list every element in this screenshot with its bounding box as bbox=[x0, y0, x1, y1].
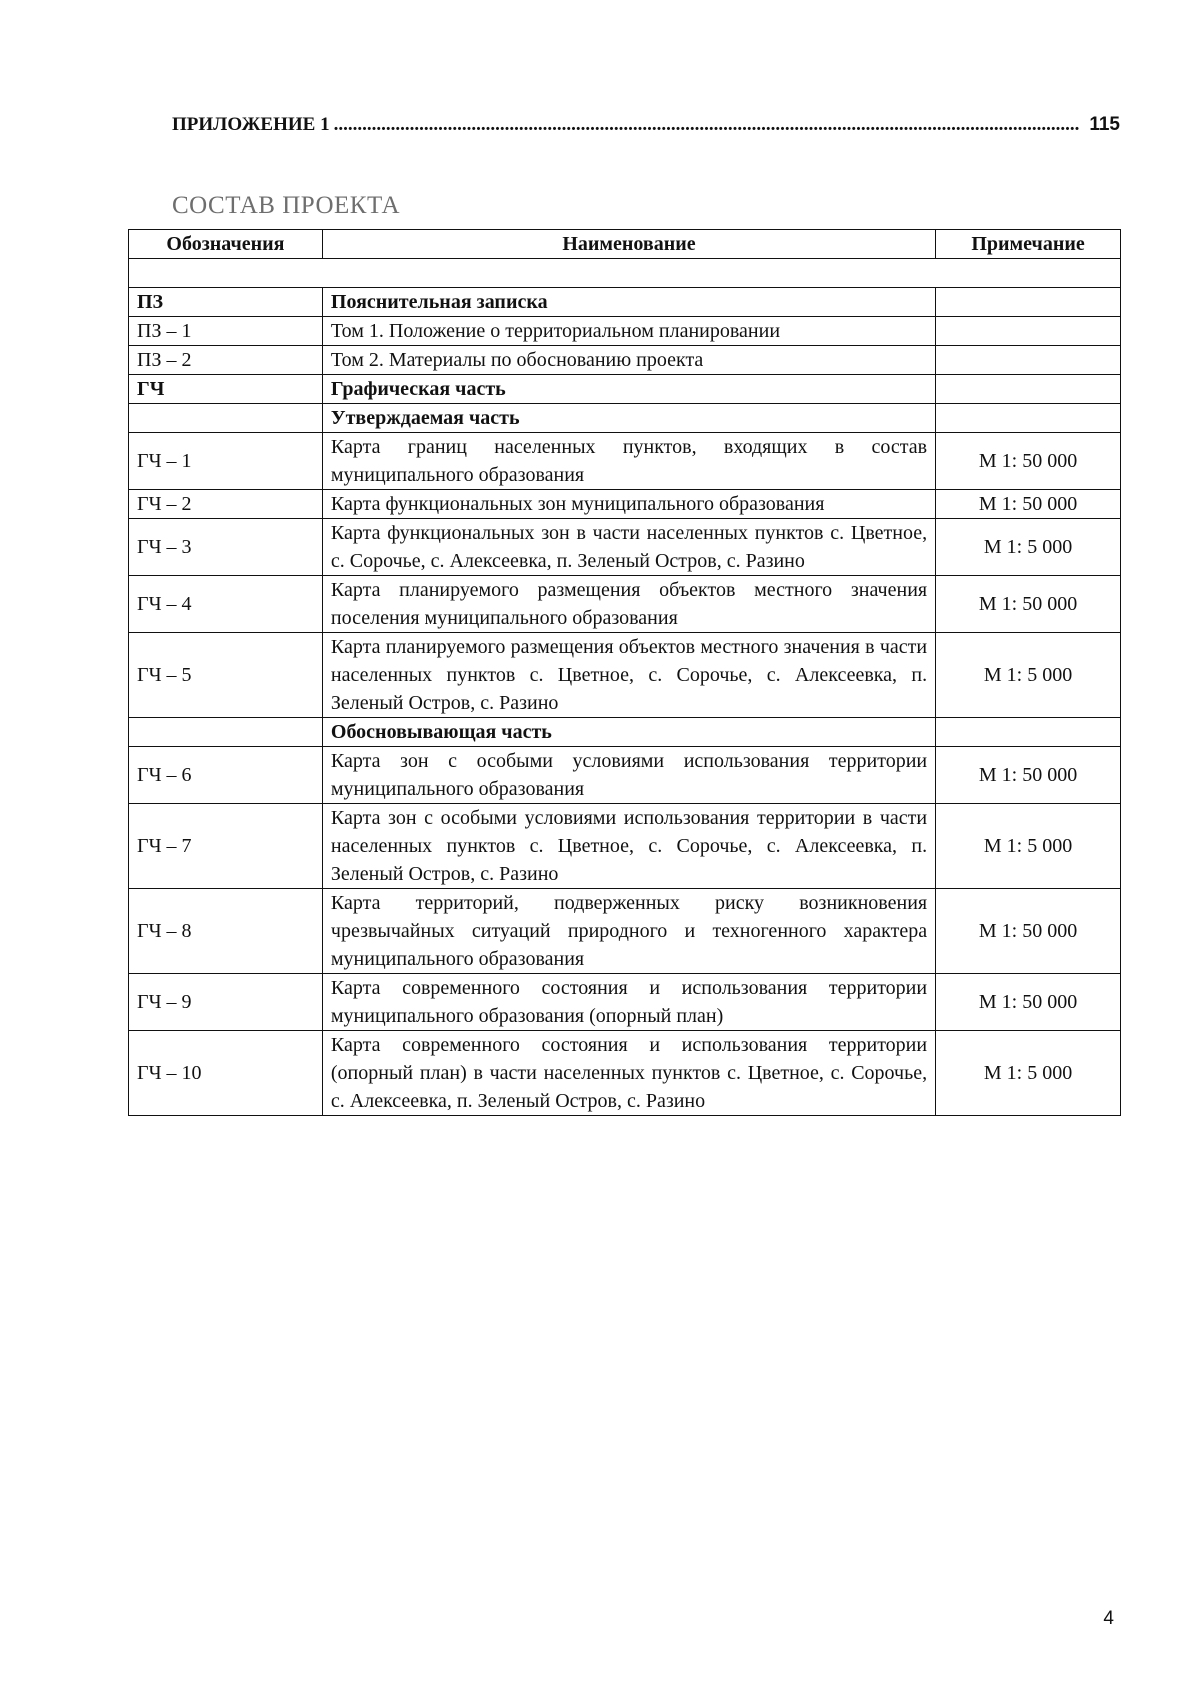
table-row bbox=[129, 633, 1121, 718]
row-code: ГЧ – 1 bbox=[129, 433, 323, 490]
table-subsection-row bbox=[129, 718, 1121, 747]
row-code: ГЧ – 3 bbox=[129, 519, 323, 576]
row-name: Карта современного состояния и использования территории муниципального образования (опорный план) bbox=[322, 974, 935, 1031]
section-title: СОСТАВ ПРОЕКТА bbox=[172, 192, 401, 219]
row-code: ГЧ – 2 bbox=[129, 490, 323, 519]
blank-cell bbox=[129, 259, 1121, 288]
row-name: Том 2. Материалы по обоснованию проекта bbox=[322, 346, 935, 375]
table-row bbox=[129, 974, 1121, 1031]
table-header-row bbox=[129, 230, 1121, 259]
row-name: Карта планируемого размещения объектов местного значения в части населенных пунктов с. Цветное, с. Сорочье, с. Алексеевка, п. Зеленый Остров, с. Разино bbox=[322, 633, 935, 718]
table-row bbox=[129, 317, 1121, 346]
page-number: 4 bbox=[1103, 1608, 1114, 1629]
row-note bbox=[936, 346, 1121, 375]
row-note: М 1: 5 000 bbox=[936, 633, 1121, 718]
row-code: ГЧ bbox=[129, 375, 323, 404]
toc-page-number: 115 bbox=[1089, 114, 1120, 135]
row-name: Карта границ населенных пунктов, входящих в состав муниципального образования bbox=[322, 433, 935, 490]
toc-leader-dots: ............................................................................................................................................................. bbox=[333, 114, 1080, 135]
table-row bbox=[129, 804, 1121, 889]
row-name: Карта зон с особыми условиями использования территории муниципального образования bbox=[322, 747, 935, 804]
table-row bbox=[129, 433, 1121, 490]
table-row bbox=[129, 375, 1121, 404]
row-name: Обосновывающая часть bbox=[322, 718, 935, 747]
row-note bbox=[936, 718, 1121, 747]
row-note bbox=[936, 404, 1121, 433]
row-name: Карта планируемого размещения объектов местного значения поселения муниципального образования bbox=[322, 576, 935, 633]
header-name: Наименование bbox=[322, 230, 935, 259]
table-subsection-row bbox=[129, 404, 1121, 433]
row-code: ГЧ – 7 bbox=[129, 804, 323, 889]
row-note: М 1: 50 000 bbox=[936, 889, 1121, 974]
row-name: Карта зон с особыми условиями использования территории в части населенных пунктов с. Цветное, с. Сорочье, с. Алексеевка, п. Зеленый Остров, с. Разино bbox=[322, 804, 935, 889]
row-name: Графическая часть bbox=[322, 375, 935, 404]
table-row bbox=[129, 576, 1121, 633]
row-code: ГЧ – 4 bbox=[129, 576, 323, 633]
row-name: Карта функциональных зон муниципального образования bbox=[322, 490, 935, 519]
row-name: Утверждаемая часть bbox=[322, 404, 935, 433]
row-code: ГЧ – 6 bbox=[129, 747, 323, 804]
row-note: М 1: 50 000 bbox=[936, 490, 1121, 519]
table-row bbox=[129, 747, 1121, 804]
header-note: Примечание bbox=[936, 230, 1121, 259]
toc-entry-label: ПРИЛОЖЕНИЕ 1 bbox=[172, 114, 330, 135]
toc-entry[interactable] bbox=[172, 114, 1120, 136]
row-code: ПЗ – 2 bbox=[129, 346, 323, 375]
row-name: Том 1. Положение о территориальном планировании bbox=[322, 317, 935, 346]
row-note: М 1: 50 000 bbox=[936, 747, 1121, 804]
row-note: М 1: 5 000 bbox=[936, 804, 1121, 889]
row-code: ГЧ – 9 bbox=[129, 974, 323, 1031]
table-row bbox=[129, 288, 1121, 317]
row-name: Карта функциональных зон в части населенных пунктов с. Цветное, с. Сорочье, с. Алексеевка, п. Зеленый Остров, с. Разино bbox=[322, 519, 935, 576]
row-code: ГЧ – 8 bbox=[129, 889, 323, 974]
row-code: ПЗ bbox=[129, 288, 323, 317]
table-row bbox=[129, 490, 1121, 519]
project-composition-table bbox=[128, 229, 1121, 1116]
row-note: М 1: 50 000 bbox=[936, 433, 1121, 490]
row-note: М 1: 5 000 bbox=[936, 1031, 1121, 1116]
row-note bbox=[936, 317, 1121, 346]
row-code bbox=[129, 718, 323, 747]
table-row bbox=[129, 889, 1121, 974]
row-note: М 1: 50 000 bbox=[936, 974, 1121, 1031]
row-name: Пояснительная записка bbox=[322, 288, 935, 317]
blank-row bbox=[129, 259, 1121, 288]
row-note: М 1: 5 000 bbox=[936, 519, 1121, 576]
table-row bbox=[129, 519, 1121, 576]
row-code: ПЗ – 1 bbox=[129, 317, 323, 346]
row-note bbox=[936, 288, 1121, 317]
row-name: Карта территорий, подверженных риску возникновения чрезвычайных ситуаций природного и техногенного характера муниципального образования bbox=[322, 889, 935, 974]
table-row bbox=[129, 346, 1121, 375]
row-note: М 1: 50 000 bbox=[936, 576, 1121, 633]
header-designation: Обозначения bbox=[129, 230, 323, 259]
row-code: ГЧ – 10 bbox=[129, 1031, 323, 1116]
row-code bbox=[129, 404, 323, 433]
row-note bbox=[936, 375, 1121, 404]
table-row bbox=[129, 1031, 1121, 1116]
row-name: Карта современного состояния и использования территории (опорный план) в части населенных пунктов с. Цветное, с. Сорочье, с. Алексеевка, п. Зеленый Остров, с. Разино bbox=[322, 1031, 935, 1116]
row-code: ГЧ – 5 bbox=[129, 633, 323, 718]
